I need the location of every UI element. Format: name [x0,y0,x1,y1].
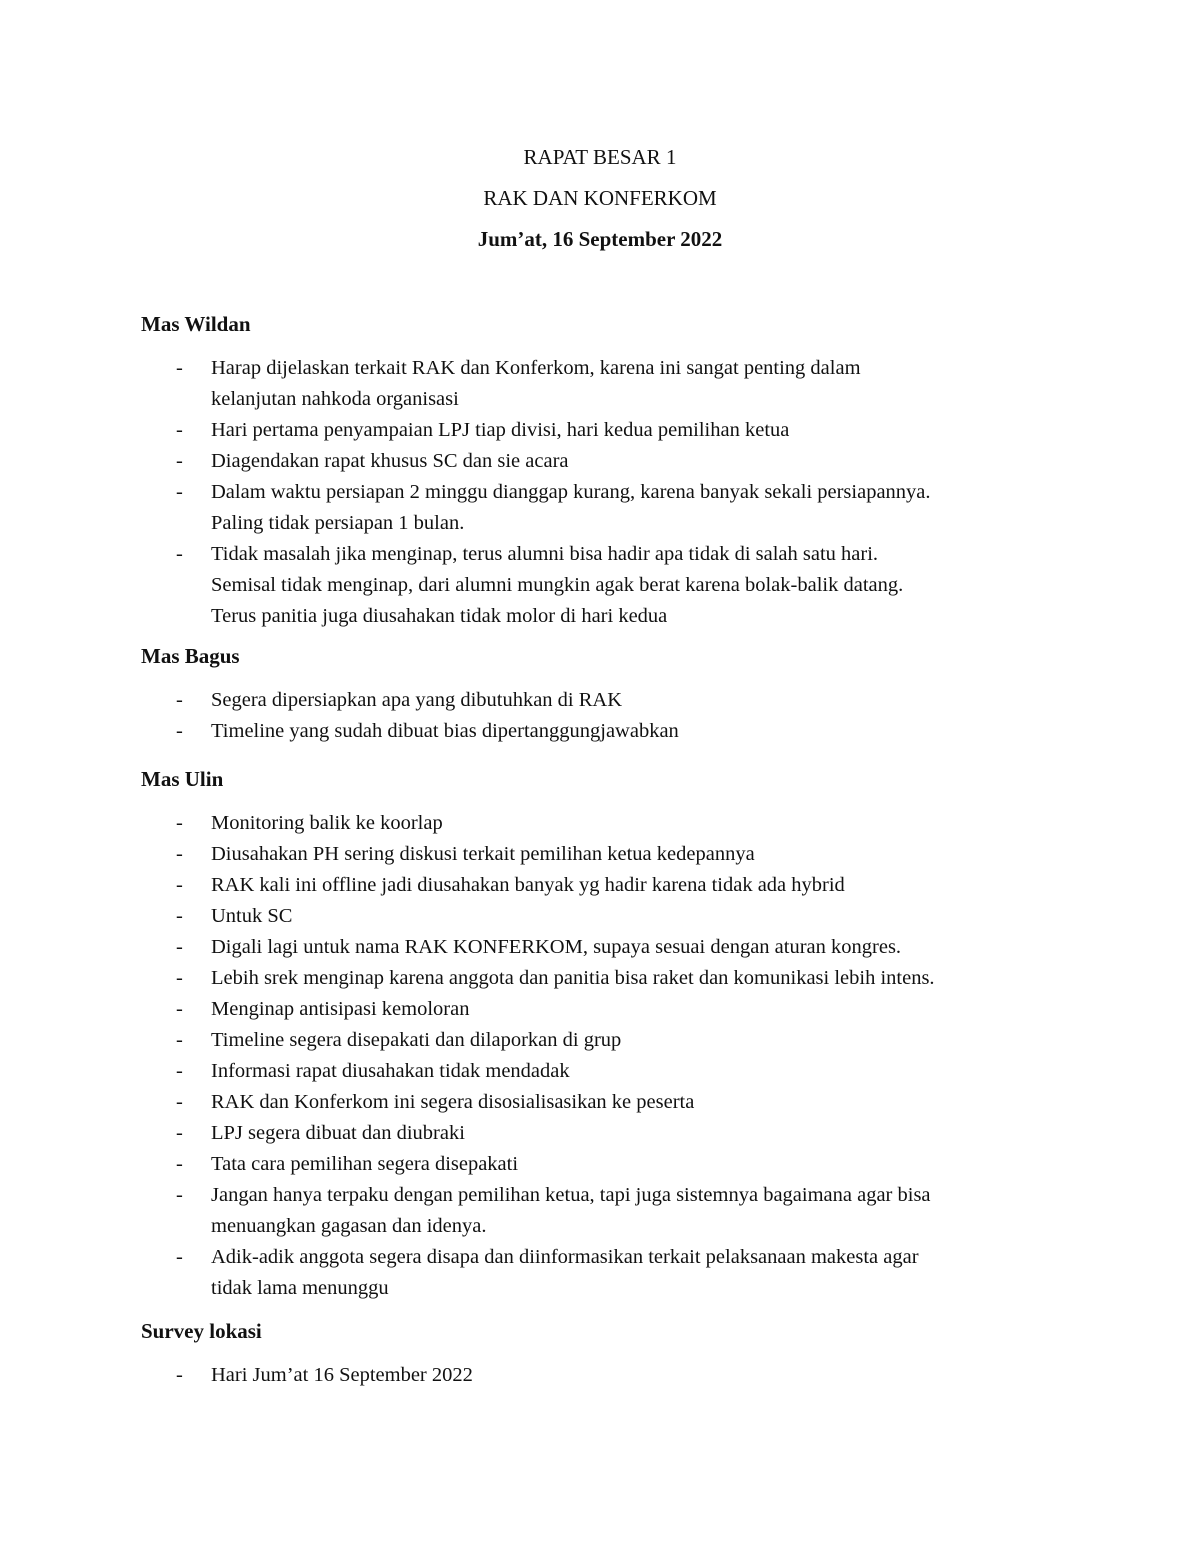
section-heading-mas-bagus: Mas Bagus [141,644,240,668]
bullet-dash: - [176,357,183,379]
list-item-line: Timeline yang sudah dibuat bias dipertanggungjawabkan [211,720,679,742]
list-item-line: Untuk SC [211,905,293,927]
bullet-dash: - [176,812,183,834]
list-item [141,963,1081,994]
list-item-line: Tata cara pemilihan segera disepakati [211,1153,519,1175]
list-item-line: Digali lagi untuk nama RAK KONFERKOM, supaya sesuai dengan aturan kongres. [211,936,902,958]
bullet-list-mas-bagus [141,685,1081,747]
list-item [141,415,1081,446]
bullet-list-mas-ulin [141,808,1081,1304]
bullet-list-survey-lokasi [141,1360,1081,1391]
bullet-dash: - [176,967,183,989]
list-item-line: menuangkan gagasan dan idenya. [211,1215,487,1237]
list-item-line: Adik-adik anggota segera disapa dan diinformasikan terkait pelaksanaan makesta agar [211,1246,919,1268]
list-item [141,1242,1081,1304]
list-item [141,539,1081,632]
meeting-date: Jum’at, 16 September 2022 [477,227,723,251]
list-item-line: RAK dan Konferkom ini segera disosialisasikan ke peserta [211,1091,695,1113]
bullet-dash: - [176,543,183,565]
bullet-dash: - [176,1184,183,1206]
bullet-dash: - [176,1060,183,1082]
list-item [141,1149,1081,1180]
list-item-line: Segera dipersiapkan apa yang dibutuhkan di RAK [211,689,623,711]
list-item [141,932,1081,963]
list-item-line: Diagendakan rapat khusus SC dan sie acara [211,450,569,472]
list-item-line: Tidak masalah jika menginap, terus alumni bisa hadir apa tidak di salah satu hari. [211,543,879,565]
list-item [141,477,1081,539]
list-item [141,870,1081,901]
list-item-line: tidak lama menunggu [211,1277,389,1299]
bullet-dash: - [176,936,183,958]
bullet-dash: - [176,1091,183,1113]
list-item-line: Dalam waktu persiapan 2 minggu dianggap kurang, karena banyak sekali persiapannya. [211,481,931,503]
list-item [141,1087,1081,1118]
bullet-dash: - [176,1029,183,1051]
bullet-dash: - [176,843,183,865]
list-item [141,1180,1081,1242]
bullet-dash: - [176,1153,183,1175]
bullet-dash: - [176,419,183,441]
list-item-line: Paling tidak persiapan 1 bulan. [211,512,465,534]
section-heading-mas-wildan: Mas Wildan [141,312,251,336]
bullet-dash: - [176,1122,183,1144]
list-item-line: Jangan hanya terpaku dengan pemilihan ketua, tapi juga sistemnya bagaimana agar bisa [211,1184,931,1206]
list-item-line: Terus panitia juga diusahakan tidak molor di hari kedua [211,605,668,627]
section-heading-mas-ulin: Mas Ulin [141,767,224,791]
list-item-line: Lebih srek menginap karena anggota dan panitia bisa raket dan komunikasi lebih intens. [211,967,935,989]
list-item-line: Harap dijelaskan terkait RAK dan Konferkom, karena ini sangat penting dalam [211,357,861,379]
list-item [141,1025,1081,1056]
list-item-line: Hari pertama penyampaian LPJ tiap divisi, hari kedua pemilihan ketua [211,419,790,441]
bullet-dash: - [176,1364,183,1386]
list-item-line: Hari Jum’at 16 September 2022 [211,1364,473,1386]
document-title: RAPAT BESAR 1 [523,145,677,169]
bullet-list-mas-wildan [141,353,1081,632]
list-item-line: Diusahakan PH sering diskusi terkait pemilihan ketua kedepannya [211,843,755,865]
list-item [141,685,1081,716]
list-item [141,808,1081,839]
list-item-line: RAK kali ini offline jadi diusahakan banyak yg hadir karena tidak ada hybrid [211,874,845,896]
bullet-dash: - [176,1246,183,1268]
document-subtitle: RAK DAN KONFERKOM [483,186,717,210]
bullet-dash: - [176,481,183,503]
bullet-dash: - [176,689,183,711]
list-item [141,901,1081,932]
bullet-dash: - [176,905,183,927]
list-item-line: Monitoring balik ke koorlap [211,812,443,834]
list-item [141,446,1081,477]
list-item [141,1118,1081,1149]
bullet-dash: - [176,874,183,896]
list-item [141,1056,1081,1087]
bullet-dash: - [176,998,183,1020]
bullet-dash: - [176,720,183,742]
list-item [141,716,1081,747]
list-item-line: LPJ segera dibuat dan diubraki [211,1122,465,1144]
list-item [141,839,1081,870]
section-heading-survey-lokasi: Survey lokasi [141,1319,262,1343]
list-item [141,994,1081,1025]
list-item-line: Semisal tidak menginap, dari alumni mungkin agak berat karena bolak-balik datang. [211,574,904,596]
list-item [141,1360,1081,1391]
list-item [141,353,1081,415]
list-item-line: Timeline segera disepakati dan dilaporkan di grup [211,1029,622,1051]
list-item-line: Menginap antisipasi kemoloran [211,998,470,1020]
list-item-line: kelanjutan nahkoda organisasi [211,388,459,410]
list-item-line: Informasi rapat diusahakan tidak mendadak [211,1060,570,1082]
bullet-dash: - [176,450,183,472]
